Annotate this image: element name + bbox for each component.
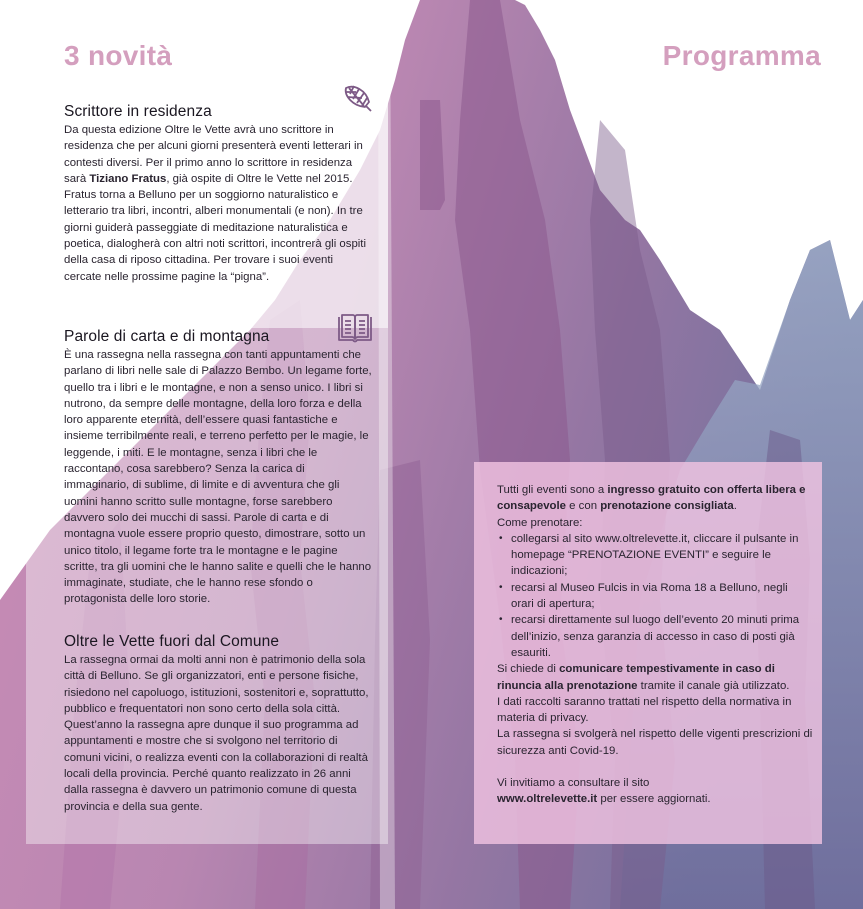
section-heading: Oltre le Vette fuori dal Comune: [64, 633, 280, 650]
free-entry-emphasis: ingresso gratuito con offerta libera e consapevole: [497, 484, 806, 513]
cancellation-emphasis: comunicare tempestivamente in caso di rinuncia alla prenotazione: [497, 663, 775, 692]
page-title-programma: Programma: [662, 40, 821, 71]
free-entry-intro: [497, 482, 813, 515]
page-title-novita: 3 novità: [64, 40, 173, 71]
website-note: [497, 791, 813, 807]
text: tramite il canale già utilizzato.: [637, 679, 790, 692]
cancellation-note: [497, 661, 813, 694]
privacy-note: I dati raccolti saranno trattati nel rispetto della normativa in materia di privacy.: [497, 695, 792, 725]
text: per essere aggiornati.: [597, 793, 711, 806]
section-heading: Parole di carta e di montagna: [64, 328, 270, 345]
booking-recommended-emphasis: prenotazione consigliata: [600, 500, 734, 513]
section-body: La rassegna ormai da molti anni non è patrimonio della sola città di Belluno. Se gli organizzatori, enti e persone fisiche, risiedono nel capoluogo, istituzioni, sostenitori e, soprattutto, pubblico e frequentatori non sono certo della sola città. Quest’anno la rassegna apre dunque il suo programma ad appuntamenti e mostre che si svolgono nel territorio di comuni vicini, o realizza eventi con la collaborazioni di realtà locali della provincia. Perché quanto realizzato in 26 anni dalla rassegna è davvero un patrimonio comune di questa provincia e della sua gente.: [64, 654, 369, 813]
text: e con: [566, 500, 601, 513]
section-writer-in-residence: [64, 103, 372, 285]
writer-name: Tiziano Fratus: [89, 172, 167, 185]
section-body-text: Da questa edizione Oltre le Vette avrà uno scrittore in residenza che per alcuni giorni presenterà eventi letterari in contesti diversi. Per il primo anno lo scrittore in residenza sarà: [64, 124, 363, 185]
booking-options-list: [497, 531, 813, 661]
invite-note: Vi invitiamo a consultare il sito: [497, 777, 650, 790]
open-book-icon: [336, 312, 374, 346]
section-paper-and-mountain: [64, 328, 372, 608]
text: .: [733, 500, 737, 513]
spacer: [497, 759, 813, 775]
program-info: [497, 482, 813, 808]
covid-note: La rassegna si svolgerà nel rispetto delle vigenti prescrizioni di sicurezza anti Covid-19.: [497, 728, 813, 757]
section-body: [64, 122, 372, 285]
text: Tutti gli eventi sono a: [497, 484, 608, 496]
booking-option-on-site: • recarsi direttamente sul luogo dell’evento 20 minuti prima dell’inizio, senza garanzia di accesso in caso di posti già esauriti.: [511, 612, 813, 661]
booking-option-museum: • recarsi al Museo Fulcis in via Roma 18 a Belluno, negli orari di apertura;: [511, 580, 813, 613]
how-to-book-label: Come prenotare:: [497, 516, 583, 529]
text: Si chiede di: [497, 663, 560, 676]
booking-option-website: • collegarsi al sito www.oltrelevette.it, cliccare il pulsante in homepage “PRENOTAZIONE EVENTI” e seguire le indicazioni;: [511, 531, 813, 580]
section-body: È una rassegna nella rassegna con tanti appuntamenti che parlano di libri nelle sale di Palazzo Bembo. Un legame forte, quello tra i libri e le montagne, e non a senso unico. I libri si nutrono, da sempre delle montagne, della loro forza e della loro apparente eternità, dell’essere quasi fantastiche e insieme terribilmente reali, e terreno perfetto per le magie, le leggende, i miti. E le montagne, senza i libri che le raccontano, cosa sarebbero? Senza la carica di immaginario, di sublime, di limite e di avventura che gli uomini hanno scritto sulle montagne, forse sarebbero davvero solo dei mucchi di sassi. Parole di carta e di montagna vuole essere proprio questo, dimostrare, sotto un unico titolo, il legame forte tra le montagne e le pagine scritte, tra gli uomini che le hanno salite e quelli che le hanno immaginate, studiate, che le hanno rese sfondo o protagonista delle loro storie.: [64, 349, 372, 606]
website-link[interactable]: www.oltrelevette.it: [497, 793, 598, 806]
section-outside-the-comune: [64, 633, 372, 815]
pinecone-icon: [340, 82, 376, 118]
section-heading: Scrittore in residenza: [64, 103, 212, 120]
section-body-text: , già ospite di Oltre le Vette nel 2015. Fratus torna a Belluno per un soggiorno naturalistico e letterario tra libri, incontri, alberi monumentali (e non). In tre giorni guiderà passeggiate di meditazione naturalistica e poetica, dialogherà con altri noti scrittori, incontrerà gli ospiti della casa di riposo cittadina. Per trovare i suoi eventi cercate nelle prossime pagine la “pigna”.: [64, 172, 367, 283]
